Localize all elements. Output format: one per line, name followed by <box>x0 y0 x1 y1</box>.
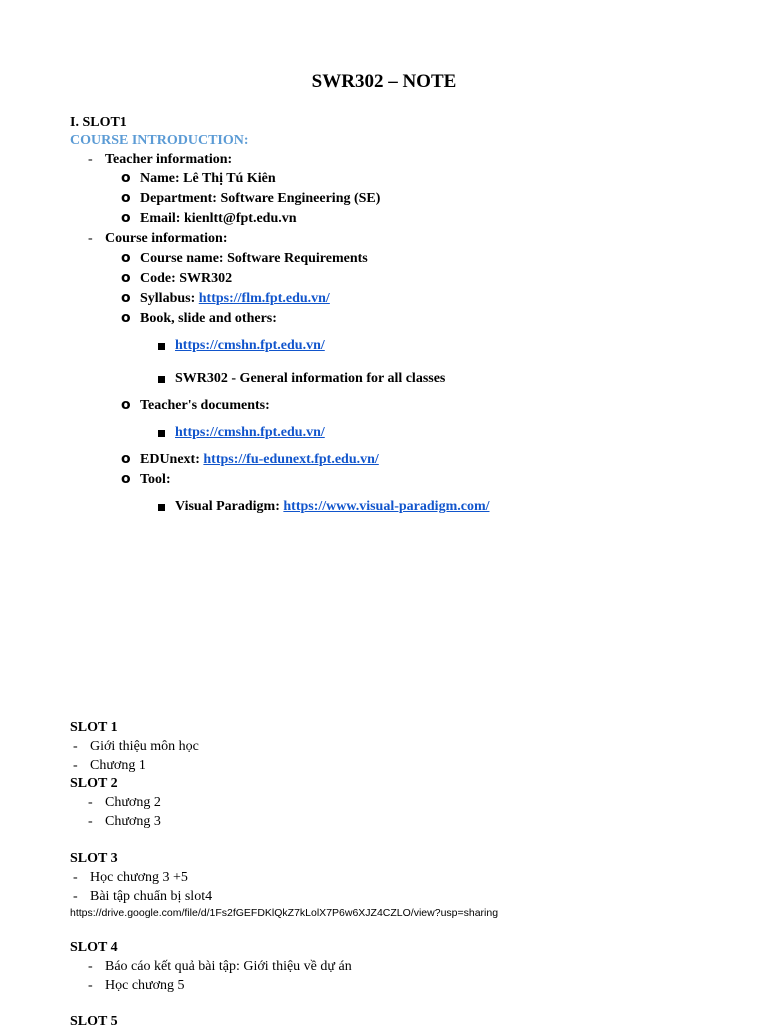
tool-label: Tool: <box>140 472 171 487</box>
edunext-label: EDUnext: <box>140 452 200 467</box>
square-bullet <box>158 343 165 350</box>
slot2-item: Chương 3 <box>105 814 161 829</box>
circle-bullet: o <box>121 290 131 306</box>
page-title: SWR302 – NOTE <box>311 71 457 92</box>
square-bullet <box>158 376 165 383</box>
square-bullet <box>158 504 165 511</box>
circle-bullet: o <box>121 397 131 413</box>
square-bullet <box>158 430 165 437</box>
slot3-item: Bài tập chuẩn bị slot4 <box>90 889 213 904</box>
dash-bullet: - <box>88 978 93 993</box>
dash-bullet: - <box>73 870 78 885</box>
slot3-item: Học chương 3 +5 <box>90 870 188 885</box>
course-name: Course name: Software Requirements <box>140 251 368 266</box>
teacher-email: Email: kienltt@fpt.edu.vn <box>140 211 297 226</box>
circle-bullet: o <box>121 471 131 487</box>
cmshn-link[interactable]: https://cmshn.fpt.edu.vn/ <box>175 338 325 353</box>
circle-bullet: o <box>121 270 131 286</box>
slot1-item: Giới thiệu môn học <box>90 739 199 754</box>
slot1-item: Chương 1 <box>90 758 146 773</box>
visual-paradigm-row <box>175 500 490 514</box>
circle-bullet: o <box>121 250 131 266</box>
slot4-item: Báo cáo kết quả bài tập: Giới thiệu về dự án <box>105 959 352 974</box>
teacher-docs-link[interactable]: https://cmshn.fpt.edu.vn/ <box>175 425 325 440</box>
slot4-title: SLOT 4 <box>70 940 118 955</box>
circle-bullet: o <box>121 170 131 186</box>
edunext-row <box>140 453 379 467</box>
circle-bullet: o <box>121 190 131 206</box>
syllabus-link[interactable]: https://flm.fpt.edu.vn/ <box>198 291 330 306</box>
course-code: Code: SWR302 <box>140 271 233 286</box>
dash-bullet: - <box>88 152 93 167</box>
general-info-item: SWR302 - General information for all classes <box>175 371 446 386</box>
dash-bullet: - <box>73 739 78 754</box>
circle-bullet: o <box>121 310 131 326</box>
slot5-title: SLOT 5 <box>70 1014 118 1029</box>
visual-paradigm-link[interactable]: https://www.visual-paradigm.com/ <box>283 499 490 514</box>
slot4-item: Học chương 5 <box>105 978 185 993</box>
edunext-link[interactable]: https://fu-edunext.fpt.edu.vn/ <box>203 452 379 467</box>
visual-paradigm-label: Visual Paradigm: <box>175 499 280 514</box>
section-heading: I. SLOT1 <box>70 115 127 130</box>
course-introduction-heading: COURSE INTRODUCTION: <box>70 133 249 148</box>
dash-bullet: - <box>88 959 93 974</box>
teacher-info-label: Teacher information: <box>105 152 233 167</box>
dash-bullet: - <box>88 231 93 246</box>
teacher-department: Department: Software Engineering (SE) <box>140 191 381 206</box>
circle-bullet: o <box>121 451 131 467</box>
dash-bullet: - <box>88 814 93 829</box>
slot3-title: SLOT 3 <box>70 851 118 866</box>
drive-url[interactable]: https://drive.google.com/file/d/1Fs2fGEFDKlQkZ7kLolX7P6w6XJZ4CZLO/view?usp=sharing <box>70 907 499 919</box>
slot2-item: Chương 2 <box>105 795 161 810</box>
dash-bullet: - <box>73 889 78 904</box>
syllabus-label: Syllabus: <box>140 291 196 306</box>
slot2-title: SLOT 2 <box>70 776 118 791</box>
course-info-label: Course information: <box>105 231 228 246</box>
teacher-name: Name: Lê Thị Tú Kiên <box>140 171 276 186</box>
circle-bullet: o <box>121 210 131 226</box>
teacher-docs-label: Teacher's documents: <box>140 398 270 413</box>
slot1-title: SLOT 1 <box>70 720 118 735</box>
dash-bullet: - <box>73 758 78 773</box>
syllabus-row <box>140 292 330 306</box>
dash-bullet: - <box>88 795 93 810</box>
book-slide-label: Book, slide and others: <box>140 311 277 326</box>
